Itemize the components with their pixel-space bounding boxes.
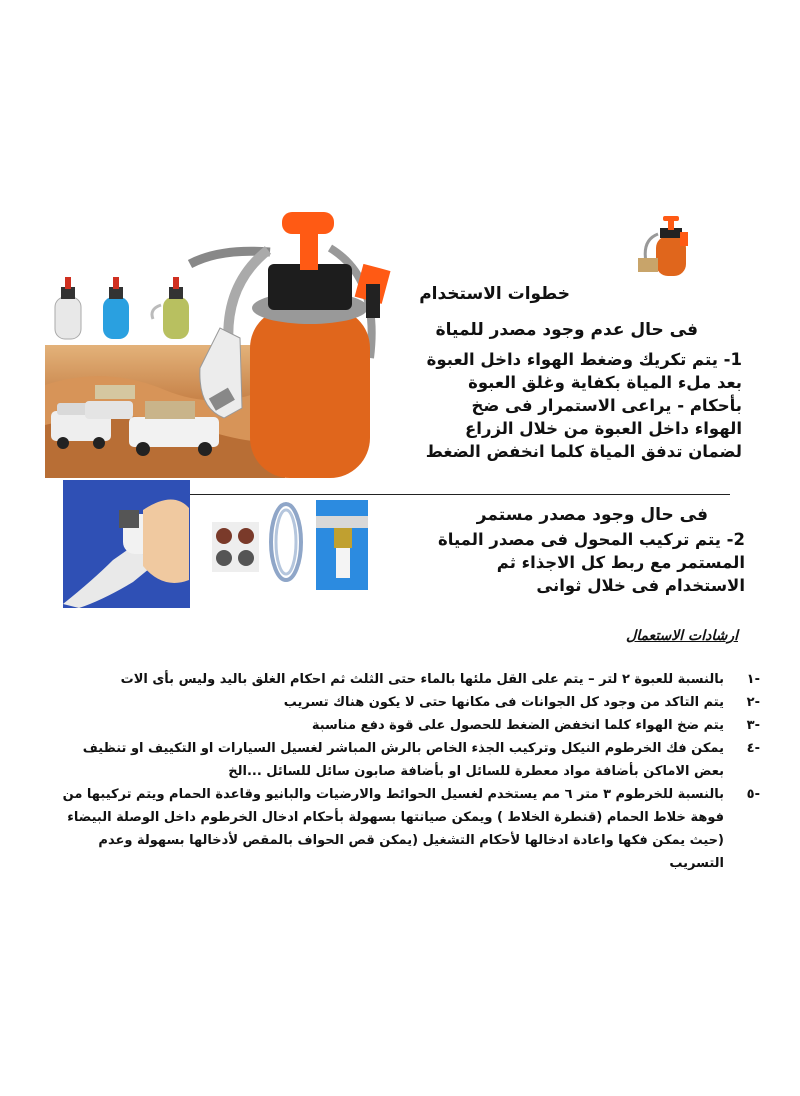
- hand-spray-photo: [63, 480, 190, 608]
- step2-text: 2- يتم تركيب المحول فى مصدر المياة المستمر مع ربط كل الاجذاء ثم الاستخدام فى خلال ثوانى: [438, 530, 745, 595]
- small-sprayer-thumbnail: [636, 214, 692, 280]
- list-item-number: -١: [746, 672, 760, 687]
- list-item-text: يتم التاكد من وجود كل الجوانات فى مكانها حتى لا يكون هناك تسريب: [283, 695, 724, 710]
- divider-line: [190, 494, 730, 495]
- steps-title: خطوات الاستخدام: [419, 284, 570, 304]
- list-item-number: -٤: [746, 741, 760, 756]
- parts-photo: [212, 522, 259, 572]
- list-item-text: يتم ضخ الهواء كلما انخفض الضغط للحصول على قوة دفع مناسبة: [311, 718, 724, 733]
- list-item-text: بالنسبة للخرطوم ٣ متر ٦ مم يستخدم لغسيل الحوائط والارضيات والبانيو وقاعدة الحمام ويتم تركيبها من فوهة خلاط الحمام (قنطرة الخلاط ) ويمكن صيانتها بسهولة بأحكام ادخال الخرطوم داخل الوصلة البيضاء (حيث يمكن فكها واعادة ادخالها لأحكام التشغيل (يمكن قص الحواف بالمقص لأدخالها بسهولة وعدم التسريب: [62, 787, 724, 871]
- list-item: [60, 668, 760, 691]
- hose-coil-photo: [266, 500, 306, 585]
- step1-text: 1- يتم تكريك وضغط الهواء داخل العبوة بعد ملء المياة بكفاية وغلق العبوة بأحكام - يراعى الاستمرار فى ضخ الهواء داخل العبوة من خلال الزراع لضمان تدفق المياة كلما انخفض الضغط: [425, 350, 742, 461]
- pressure-sprayer-icon: [180, 208, 400, 488]
- list-item-number: -٣: [746, 718, 760, 733]
- list-item: [60, 691, 760, 714]
- case2-title: فى حال وجود مصدر مستمر: [476, 505, 708, 525]
- list-item-text: يمكن فك الخرطوم النيكل وتركيب الجذء الخاص بالرش المباشر لغسيل السيارات او التكييف او تنظيف بعض الاماكن بأضافة مواد معطرة للسائل او بأضافة صابون سائل للسائل ...الخ: [82, 741, 724, 779]
- list-item-text: بالنسبة للعبوة ٢ لتر – يتم على القل ملئها بالماء حتى الثلث ثم احكام الغلق باليد وليس بأى الات: [120, 672, 724, 687]
- case1-title: فى حال عدم وجود مصدر للمياة: [435, 320, 698, 340]
- guidelines-list: [60, 668, 760, 875]
- list-item: [60, 737, 760, 783]
- list-item-number: -٥: [746, 787, 760, 802]
- list-item-number: -٢: [746, 695, 760, 710]
- faucet-adapter-photo: [316, 500, 368, 590]
- list-item: [60, 714, 760, 737]
- list-item: [60, 783, 760, 875]
- guidelines-title: ارشادات الاستعمال: [626, 628, 738, 644]
